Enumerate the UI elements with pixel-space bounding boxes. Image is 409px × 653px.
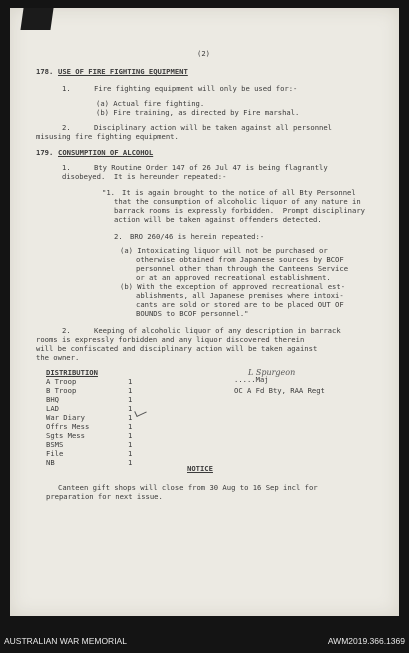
s179-q1-line4: action will be taken against offenders detected. — [114, 215, 322, 224]
s178-p1-number: 1. — [62, 84, 71, 93]
s178-p2-line2: misusing fire fighting equipment. — [36, 132, 179, 141]
paper-tab-mark — [20, 8, 53, 30]
page-number: (2) — [197, 49, 210, 58]
signature-scrawl: L Spurgeon — [248, 368, 296, 377]
s179-qa-line3: personnel other than through the Canteens Service — [136, 264, 349, 273]
distribution-row-count: 1 — [128, 431, 133, 440]
distribution-row-count: 1 — [128, 386, 133, 395]
document-page — [10, 8, 399, 616]
distribution-row-name: File — [46, 449, 64, 458]
section-178-number: 178. — [36, 67, 54, 76]
s179-q2-number: 2. — [114, 232, 123, 241]
s178-p2-number: 2. — [62, 123, 71, 132]
s179-p1-line1: Bty Routine Order 147 of 26 Jul 47 is being flagrantly — [94, 163, 328, 172]
notice-heading: NOTICE — [187, 464, 213, 473]
distribution-row-count: 1 — [128, 413, 133, 422]
distribution-row-count: 1 — [128, 440, 133, 449]
s179-qa-line1: (a) Intoxicating liquor will not be purchased or — [120, 246, 328, 255]
distribution-row-name: LAD — [46, 404, 59, 413]
s179-p2-number: 2. — [62, 326, 71, 335]
distribution-row-name: A Troop — [46, 377, 77, 386]
s178-p1-text: Fire fighting equipment will only be used for:- — [94, 84, 298, 93]
s179-p2-line2: rooms is expressly forbidden and any liquor discovered therein — [36, 335, 305, 344]
s179-p2-line4: the owner. — [36, 353, 80, 362]
distribution-heading: DISTRIBUTION — [46, 368, 98, 377]
distribution-row-name: B Troop — [46, 386, 77, 395]
archive-footer — [0, 634, 409, 648]
s179-q2-text: BRO 260/46 is herein repeated:- — [130, 232, 265, 241]
s179-p1-number: 1. — [62, 163, 71, 172]
s179-qb-line3: cants are sold or stored are to be placed OUT OF — [136, 300, 344, 309]
s179-p2-line1: Keeping of alcoholic liquor of any description in barrack — [94, 326, 341, 335]
distribution-row-count: 1 — [128, 395, 133, 404]
distribution-row-count: 1 — [128, 404, 133, 413]
signature-title: OC A Fd Bty, RAA Regt — [234, 386, 325, 395]
footer-accession-number: AWM2019.366.1369 — [327, 636, 405, 646]
distribution-row-count: 1 — [128, 449, 133, 458]
distribution-row-name: Sgts Mess — [46, 431, 85, 440]
section-178-heading: USE OF FIRE FIGHTING EQUIPMENT — [58, 67, 188, 76]
distribution-row-count: 1 — [128, 377, 133, 386]
s179-q1-line3: barrack rooms is expressly forbidden. Prompt disciplinary — [114, 206, 365, 215]
section-179-heading: CONSUMPTION OF ALCOHOL — [58, 148, 154, 157]
section-179-number: 179. — [36, 148, 54, 157]
s179-q1-line2: that the consumption of alcoholic liquor of any nature in — [114, 197, 361, 206]
footer-institution: AUSTRALIAN WAR MEMORIAL — [4, 636, 127, 646]
distribution-row-name: Offrs Mess — [46, 422, 90, 431]
distribution-row-name: BHQ — [46, 395, 59, 404]
distribution-row-count: 1 — [128, 422, 133, 431]
s179-q1-number: "1. — [102, 188, 115, 197]
s179-qb-line2: ablishments, all Japanese premises where intoxi- — [136, 291, 344, 300]
notice-line1: Canteen gift shops will close from 30 Aug to 16 Sep incl for — [58, 483, 318, 492]
s178-p2-line1: Disciplinary action will be taken against all personnel — [94, 123, 332, 132]
notice-line2: preparation for next issue. — [46, 492, 163, 501]
distribution-row-name: NB — [46, 458, 55, 467]
s179-qb-line1: (b) With the exception of approved recreational est- — [120, 282, 346, 291]
s179-p1-line2: disobeyed. It is hereunder repeated:- — [62, 172, 227, 181]
s179-q1-line1: It is again brought to the notice of all Bty Personnel — [122, 188, 356, 197]
s179-qa-line4: or at an approved recreational establishment. — [136, 273, 331, 282]
s179-p2-line3: will be confiscated and disciplinary action will be taken against — [36, 344, 318, 353]
signature-rank: .....Maj — [234, 375, 269, 384]
s179-qa-line2: otherwise obtained from Japanese sources by BCOF — [136, 255, 344, 264]
s178-p1-a: (a) Actual fire fighting. — [96, 99, 205, 108]
tick-mark — [134, 407, 147, 417]
distribution-row-name: BSMS — [46, 440, 64, 449]
s178-p1-b: (b) Fire training, as directed by Fire marshal. — [96, 108, 300, 117]
s179-qb-line4: BOUNDS to BCOF personnel." — [136, 309, 249, 318]
distribution-row-name: War Diary — [46, 413, 85, 422]
distribution-row-count: 1 — [128, 458, 133, 467]
